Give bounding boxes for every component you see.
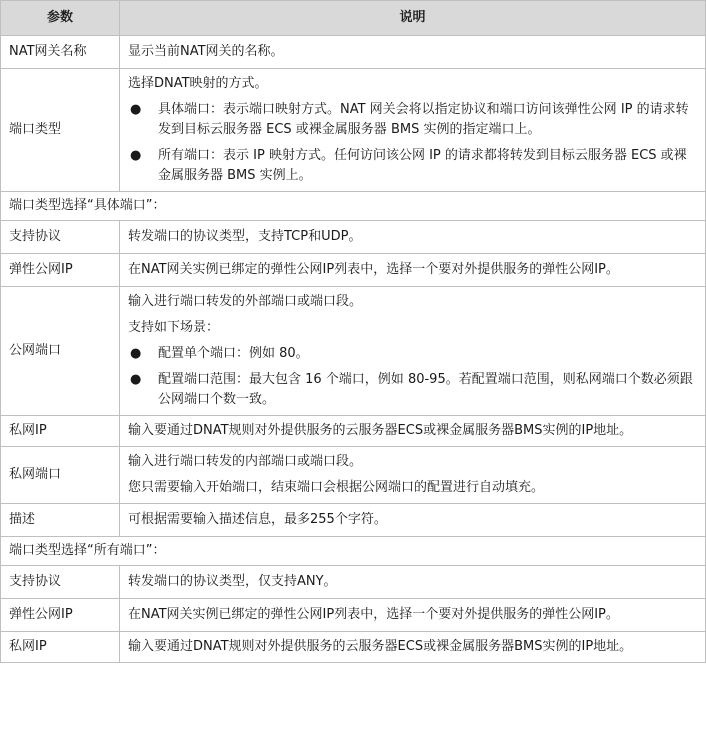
desc-cell: [120, 447, 706, 504]
param-cell: 私网端口: [1, 447, 120, 504]
section-label-specific: 端口类型选择“具体端口”：: [1, 192, 706, 221]
param-cell: 公网端口: [1, 287, 120, 416]
table-row: [1, 416, 706, 447]
desc-cell: 输入要通过DNAT规则对外提供服务的云服务器ECS或裸金属服务器BMS实例的IP地址。: [120, 416, 706, 447]
desc-cell: 在NAT网关实例已绑定的弹性公网IP列表中，选择一个要对外提供服务的弹性公网IP。: [120, 599, 706, 632]
table-row: [1, 221, 706, 254]
table-row: [1, 69, 706, 192]
table-row: [1, 254, 706, 287]
desc-line-2: 您只需要输入开始端口，结束端口会根据公网端口的配置进行自动填充。: [128, 480, 545, 495]
table-row: [1, 599, 706, 632]
header-desc: 说明: [120, 1, 706, 36]
param-cell: 弹性公网IP: [1, 599, 120, 632]
desc-cell: [120, 287, 706, 416]
table-row: [1, 632, 706, 663]
table-row: [1, 287, 706, 416]
table-row: [1, 36, 706, 69]
desc-cell: 可根据需要输入描述信息，最多255个字符。: [120, 504, 706, 537]
param-cell: 端口类型: [1, 69, 120, 192]
section-label-all: 端口类型选择“所有端口”：: [1, 537, 706, 566]
param-cell: 私网IP: [1, 632, 120, 663]
param-cell: 私网IP: [1, 416, 120, 447]
bullet-icon: ●: [130, 102, 142, 117]
table-header-row: [1, 1, 706, 36]
bullet-icon: ●: [130, 372, 142, 387]
section-row: [1, 192, 706, 221]
list-item: ● 具体端口：表示端口映射方式。NAT 网关会将以指定协议和端口访问该弹性公网 IP 的请求转发到目标云服务器 ECS 或裸金属服务器 BMS 实例的指定端口上。: [130, 102, 689, 137]
list-item: ● 配置端口范围：最大包含 16 个端口，例如 80-95。若配置端口范围，则私网端口个数必须跟公网端口个数一致。: [130, 372, 693, 407]
table-row: [1, 566, 706, 599]
desc-cell: [120, 69, 706, 192]
param-cell: NAT网关名称: [1, 36, 120, 69]
param-cell: 描述: [1, 504, 120, 537]
bullet-icon: ●: [130, 346, 142, 361]
section-row: [1, 537, 706, 566]
desc-intro: 选择DNAT映射的方式。: [128, 76, 268, 91]
desc-cell: 转发端口的协议类型，仅支持ANY。: [120, 566, 706, 599]
desc-cell: 显示当前NAT网关的名称。: [120, 36, 706, 69]
desc-intro-2: 支持如下场景：: [128, 320, 220, 335]
list-item: ● 所有端口：表示 IP 映射方式。任何访问该公网 IP 的请求都将转发到目标云服务器 ECS 或裸金属服务器 BMS 实例上。: [130, 148, 687, 183]
desc-cell: 输入要通过DNAT规则对外提供服务的云服务器ECS或裸金属服务器BMS实例的IP地址。: [120, 632, 706, 663]
list-item: ● 配置单个端口：例如 80。: [128, 344, 697, 364]
table-row: [1, 504, 706, 537]
desc-line-1: 输入进行端口转发的内部端口或端口段。: [128, 454, 363, 469]
bullet-icon: ●: [130, 148, 142, 163]
desc-intro: 输入进行端口转发的外部端口或端口段。: [128, 294, 363, 309]
desc-cell: 在NAT网关实例已绑定的弹性公网IP列表中，选择一个要对外提供服务的弹性公网IP。: [120, 254, 706, 287]
desc-cell: 转发端口的协议类型，支持TCP和UDP。: [120, 221, 706, 254]
param-cell: 弹性公网IP: [1, 254, 120, 287]
header-param: 参数: [1, 1, 120, 36]
param-cell: 支持协议: [1, 221, 120, 254]
table-row: [1, 447, 706, 504]
param-cell: 支持协议: [1, 566, 120, 599]
